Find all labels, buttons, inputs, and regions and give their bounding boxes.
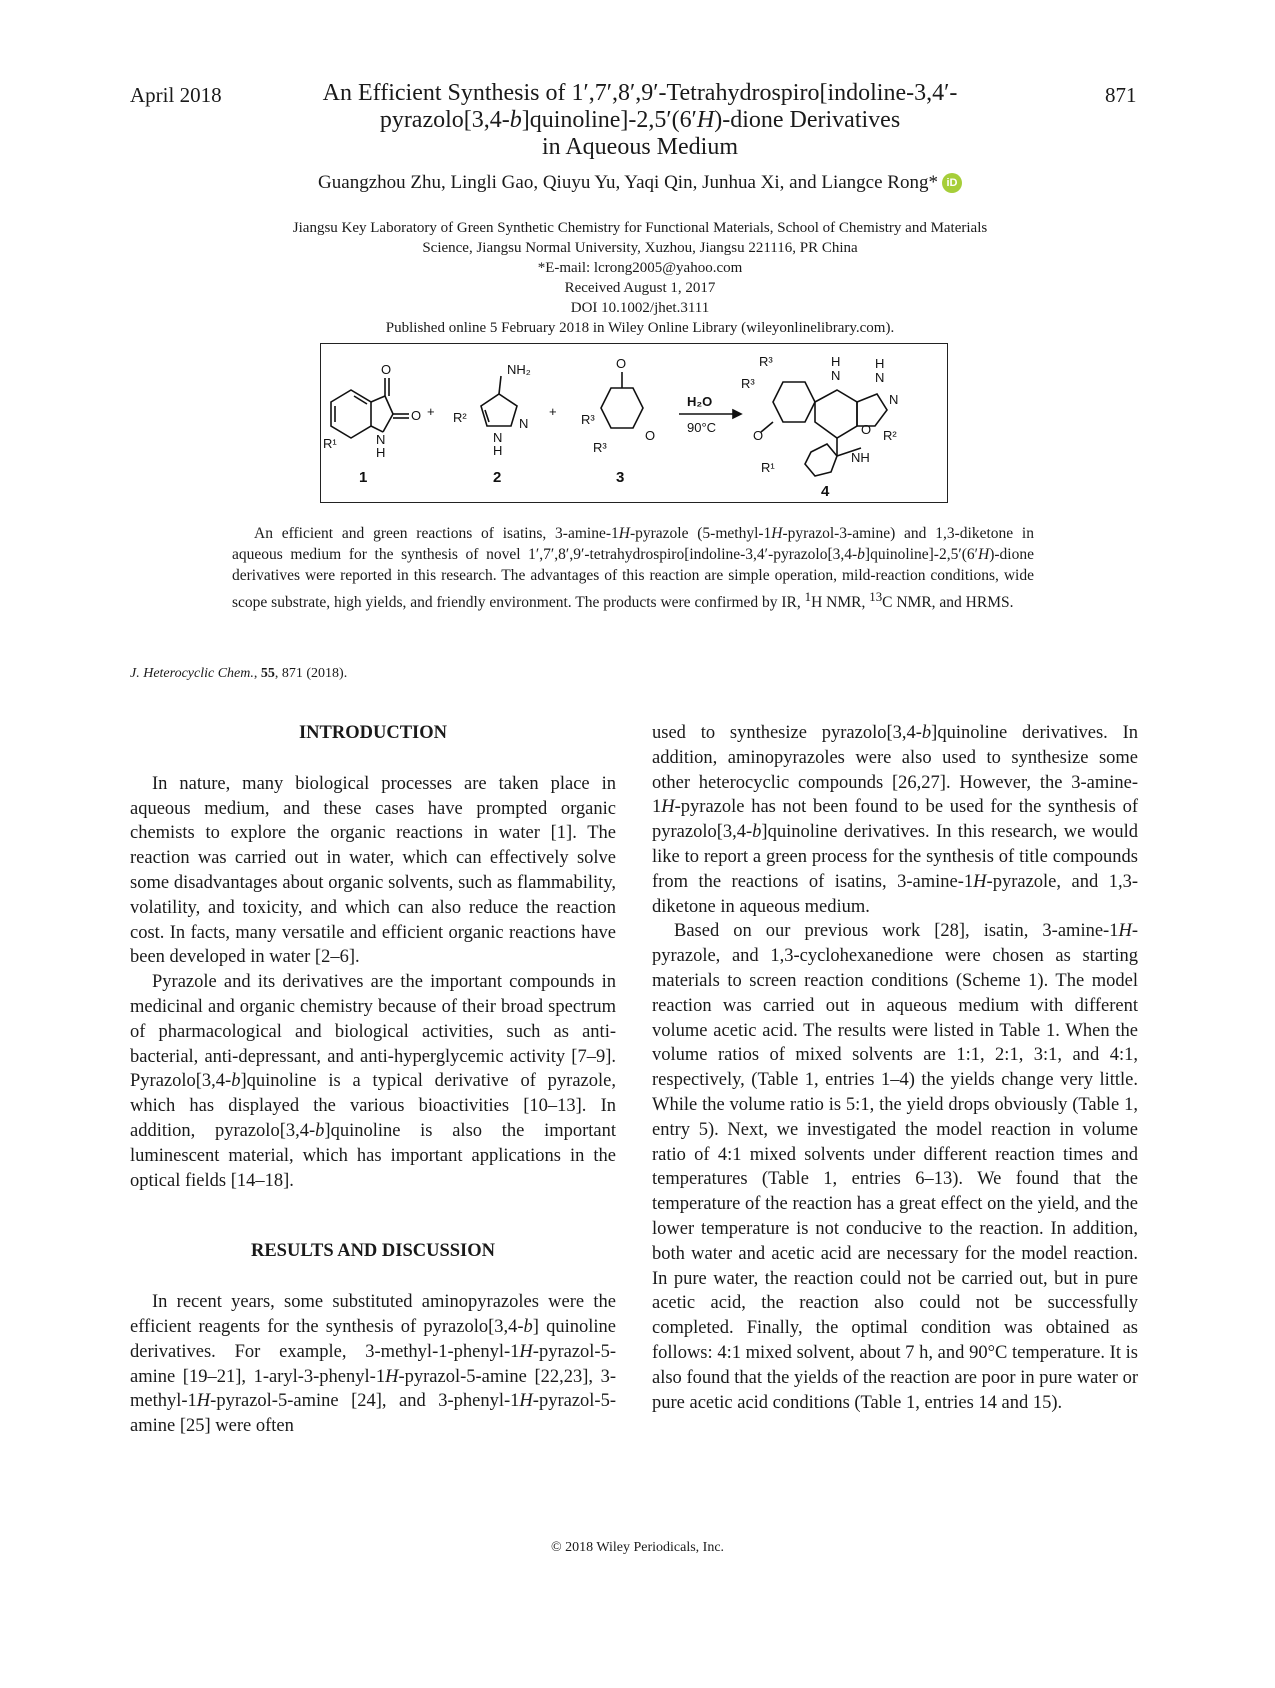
scheme-o-label: O bbox=[645, 428, 656, 443]
corresponding-email: *E-mail: lcrong2005@yahoo.com bbox=[537, 260, 743, 276]
scheme-n-label: N bbox=[875, 370, 885, 385]
scheme-h-label: H bbox=[831, 354, 841, 369]
scheme-h-label: H bbox=[493, 443, 503, 458]
results-paragraph-1-continued: used to synthesize pyrazolo[3,4-b]quinoline derivatives. In addition, aminopyrazoles were also used to synthesize some other heterocyclic compounds [26,27]. However, the 3-amine-1H-pyrazole has not been found to be used for the synthesis of pyrazolo[3,4-b]quinoline derivatives. In this research, we would like to report a green process for the synthesis of title compounds from the reactions of isatins, 3-amine-1H-pyrazole, and 1,3-diketone in aqueous medium. bbox=[652, 723, 1138, 917]
introduction-heading: INTRODUCTION bbox=[298, 723, 448, 743]
scheme-h-label: H bbox=[875, 356, 885, 371]
scheme-plus: + bbox=[549, 404, 557, 419]
intro-paragraph-2: Pyrazole and its derivatives are the important compounds in medicinal and organic chemistry because of their broad spectrum of pharmacological and biological activities, such as anti-bacterial, anti-depressant, and anti-hyperglycemic activity [7–9]. Pyrazolo[3,4-b]quinoline is a typical derivative of pyrazole, which has displayed the various bioactivities [10–13]. In addition, pyrazolo[3,4-b]quinoline is also the important luminescent material, which has important applications in the optical fields [14–18]. bbox=[130, 972, 616, 1191]
scheme-r3-label: R³ bbox=[759, 354, 773, 369]
results-paragraph-1: In recent years, some substituted aminopyrazoles were the efficient reagents for the synthesis of pyrazolo[3,4-b] quinoline derivatives. For example, 3-methyl-1-phenyl-1H-pyrazol-5-amine [19–21], 1-aryl-3-phenyl-1H-pyrazol-5-amine [22,23], 3-methyl-1H-pyrazol-5-amine [24], and 3-phenyl-1H-pyrazol-5-amine [25] were often bbox=[130, 1292, 617, 1437]
article-title: An Efficient Synthesis of 1′,7′,8′,9′-Tetrahydrospiro[indoline-3,4′- pyrazolo[3,4-b]quinoline]-2,5′(6′H)-dione Derivatives in Aqueous Medium bbox=[322, 80, 958, 160]
abstract bbox=[232, 523, 1034, 613]
journal-citation: J. Heterocyclic Chem., 55, 871 (2018). bbox=[130, 666, 348, 681]
author-list bbox=[160, 172, 1120, 194]
affiliation-line-1: Jiangsu Key Laboratory of Green Synthetic Chemistry for Functional Materials, School of Chemistry and Materials bbox=[292, 220, 988, 236]
scheme-o-label: O bbox=[616, 356, 627, 371]
scheme-r3-label: R³ bbox=[741, 376, 755, 391]
scheme-r1-label: R¹ bbox=[323, 436, 337, 451]
scheme-n-label: N bbox=[493, 430, 503, 445]
doi: DOI 10.1002/jhet.3111 bbox=[570, 300, 710, 316]
page-number: 871 bbox=[1105, 83, 1137, 107]
condition-temperature: 90°C bbox=[687, 420, 717, 435]
affiliation-block bbox=[160, 218, 1120, 338]
running-header-date: April 2018 bbox=[130, 83, 222, 107]
published-online: Published online 5 February 2018 in Wiley Online Library (wileyonlinelibrary.com). bbox=[385, 320, 895, 336]
scheme-o-label: O bbox=[753, 428, 764, 443]
compound-1-label: 1 bbox=[359, 469, 368, 486]
scheme-n-label: N bbox=[889, 392, 899, 407]
abstract-text: An efficient and green reactions of isatins, 3-amine-1H-pyrazole (5-methyl-1H-pyrazol-3-amine) and 1,3-diketone in aqueous medium for the synthesis of novel 1′,7′,8′,9′-tetrahydrospiro[indoline-3,4′-pyrazolo[3,4-b]quinoline]-2,5′(6′H)-dione derivatives were reported in this research. The advantages of this reaction are simple operation, mild-reaction conditions, wide scope substrate, high yields, and friendly environment. The products were confirmed by IR, $^1$H NMR, $^{13}$C NMR, and HRMS. bbox=[232, 525, 1034, 612]
results-heading: RESULTS AND DISCUSSION bbox=[250, 1241, 496, 1262]
scheme-n-label: N bbox=[519, 416, 529, 431]
compound-4-label: 4 bbox=[821, 483, 830, 500]
scheme-r3-label: R³ bbox=[593, 440, 607, 455]
right-column bbox=[652, 721, 1138, 1415]
scheme-r3-label: R³ bbox=[581, 412, 595, 427]
copyright-footer: © 2018 Wiley Periodicals, Inc. bbox=[550, 1540, 725, 1555]
results-paragraph-2: Based on our previous work [28], isatin, 3-amine-1H-pyrazole, and 1,3-cyclohexanedione were chosen as starting materials to screen reaction conditions (Scheme 1). The model reaction was carried out in aqueous medium with different volume acetic acid. The results were listed in Table 1. When the volume ratios of mixed solvents are 1:1, 2:1, 3:1, and 4:1, respectively, (Table 1, entries 1–4) the yields change very little. While the volume ratio is 5:1, the yield drops obviously (Table 1, entry 5). Next, we investigated the model reaction in volume ratio of 4:1 mixed solvents under different reaction times and temperatures (Table 1, entries 6–13). We found that the temperature of the reaction has a great effect on the yield, and the lower temperature is not conducive to the reaction. In addition, both water and acetic acid are necessary for the model reaction. In pure water, the reaction could not be carried out, but in pure acetic acid, the reaction also could not be successfully completed. Finally, the optimal condition was obtained as follows: 4:1 mixed solvent, about 7 h, and 90°C temperature. It is also found that the yields of the reaction are poor in pure water or pure acetic acid conditions (Table 1, entries 14 and 15). bbox=[652, 921, 1138, 1413]
condition-solvent: H₂O bbox=[687, 394, 713, 409]
reaction-arrow bbox=[679, 410, 741, 418]
scheme-r1-label: R¹ bbox=[761, 460, 775, 475]
intro-paragraph-1: In nature, many biological processes are taken place in aqueous medium, and these cases have prompted organic chemists to explore the organic reactions in water [1]. The reaction was carried out in water, which can effectively solve some disadvantages about organic solvents, such as flammability, volatility, and toxicity, and which can also reduce the reaction cost. In facts, many versatile and efficient organic reactions have been developed in water [2–6]. bbox=[130, 773, 616, 968]
compound-2-label: 2 bbox=[493, 469, 502, 486]
received-date: Received August 1, 2017 bbox=[564, 280, 716, 296]
compound-2-aminopyrazole bbox=[481, 376, 517, 426]
scheme-h-label: H bbox=[376, 445, 386, 460]
compound-3-label: 3 bbox=[616, 469, 625, 486]
compound-1-isatin bbox=[331, 378, 409, 438]
scheme-o-label: O bbox=[411, 408, 422, 423]
scheme-nh2-label: NH₂ bbox=[507, 362, 531, 377]
compound-3-diketone bbox=[601, 372, 643, 428]
scheme-r2-label: R² bbox=[883, 428, 897, 443]
reaction-scheme-drawing bbox=[321, 344, 947, 502]
affiliation-line-2: Science, Jiangsu Normal University, Xuzhou, Jiangsu 221116, PR China bbox=[422, 240, 858, 256]
scheme-o-label: O bbox=[861, 422, 872, 437]
scheme-o-label: O bbox=[381, 362, 392, 377]
scheme-r2-label: R² bbox=[453, 410, 467, 425]
reaction-scheme bbox=[320, 343, 948, 503]
authors-text: Guangzhou Zhu, Lingli Gao, Qiuyu Yu, Yaqi Qin, Junhua Xi, and Liangce Rong* bbox=[318, 172, 938, 193]
left-column bbox=[130, 721, 616, 1439]
scheme-n-label: N bbox=[831, 368, 841, 383]
scheme-nh-label: NH bbox=[851, 450, 870, 465]
scheme-plus: + bbox=[427, 404, 435, 419]
orcid-icon[interactable]: iD bbox=[942, 173, 962, 193]
scheme-n-label: N bbox=[376, 432, 386, 447]
